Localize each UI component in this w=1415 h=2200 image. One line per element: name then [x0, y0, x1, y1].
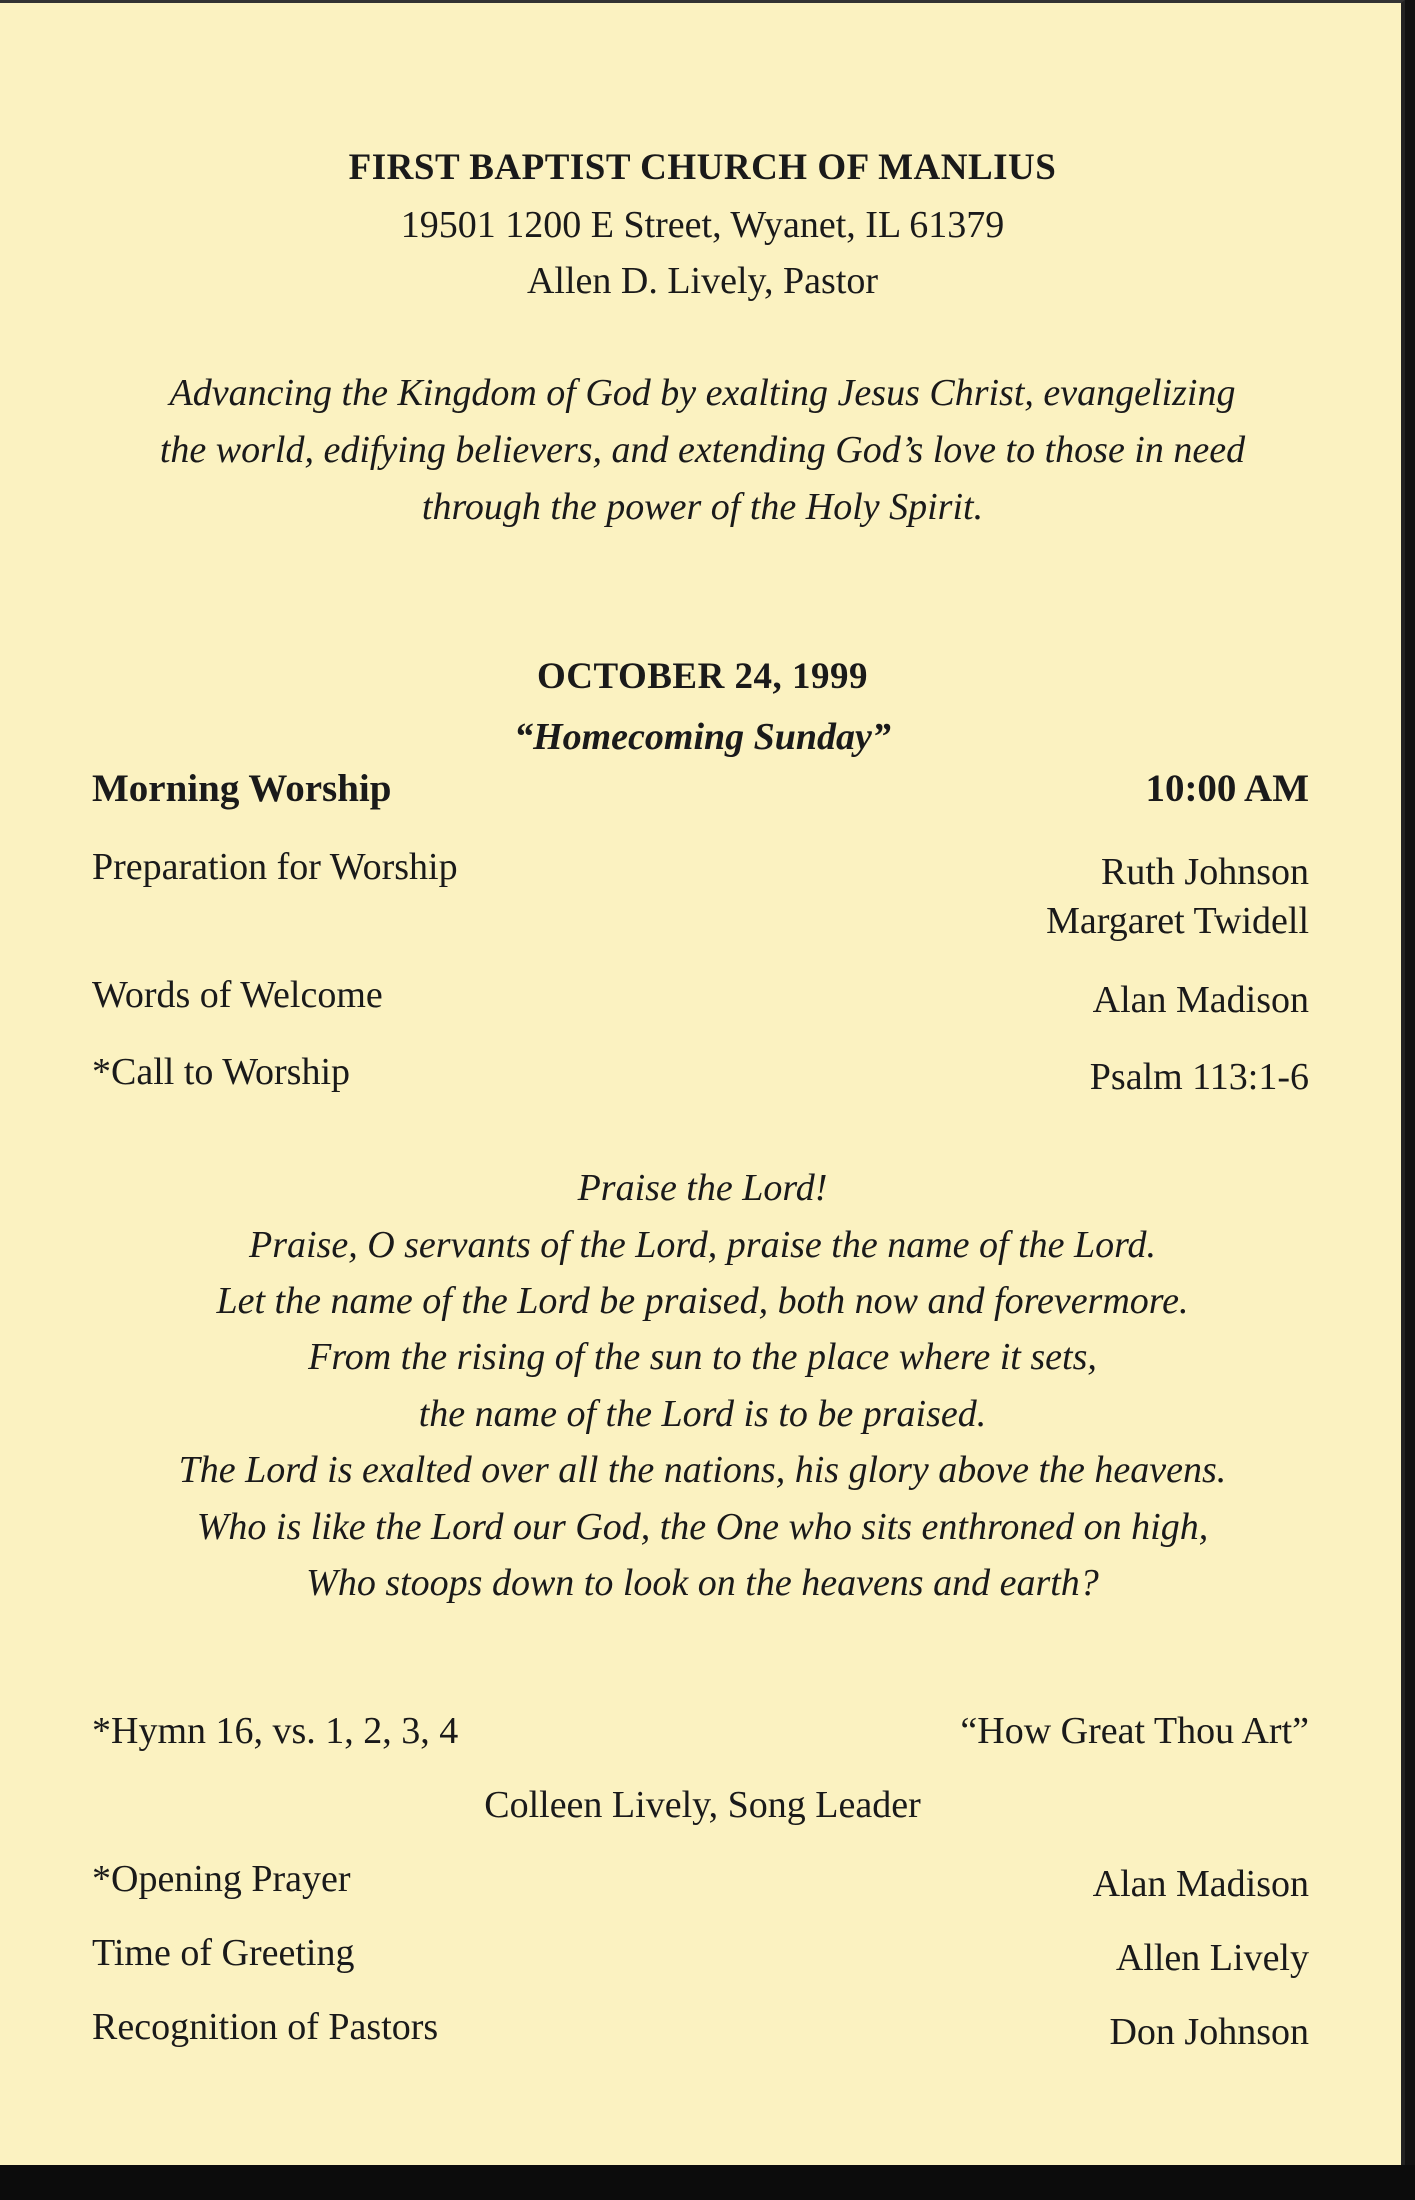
order-leader: Alan Madison: [1092, 979, 1309, 1021]
church-address: 19501 1200 E Street, Wyanet, IL 61379: [400, 204, 1005, 246]
order-leader: Margaret Twidell: [1046, 900, 1309, 942]
order-item: *Opening Prayer: [92, 1858, 351, 1900]
order-item: Preparation for Worship: [92, 846, 458, 888]
church-name: FIRST BAPTIST CHURCH OF MANLIUS: [348, 147, 1057, 188]
order-item: Words of Welcome: [92, 974, 383, 1016]
scan-edge: [0, 2165, 1415, 2200]
mission-line-1: Advancing the Kingdom of God by exalting Jesus Christ, evangelizing: [169, 372, 1236, 414]
scripture-line: the name of the Lord is to be praised.: [418, 1393, 987, 1435]
order-item: *Call to Worship: [92, 1051, 351, 1093]
order-leader: Psalm 113:1-6: [1089, 1056, 1309, 1098]
scripture-line: Let the name of the Lord be praised, both now and forevermore.: [216, 1280, 1189, 1322]
scripture-line: From the rising of the sun to the place where it sets,: [308, 1336, 1097, 1378]
hymn-item: *Hymn 16, vs. 1, 2, 3, 4: [92, 1710, 459, 1752]
service-theme: “Homecoming Sunday”: [514, 716, 891, 758]
order-item: Recognition of Pastors: [92, 2006, 439, 2048]
mission-line-2: the world, edifying believers, and extending God’s love to those in need: [159, 429, 1246, 471]
scripture-line: Praise, O servants of the Lord, praise the name of the Lord.: [248, 1224, 1157, 1266]
scripture-line: The Lord is exalted over all the nations, his glory above the heavens.: [178, 1449, 1227, 1491]
order-leader: Ruth Johnson: [1101, 851, 1309, 893]
service-name: Morning Worship: [92, 767, 392, 810]
order-leader: Don Johnson: [1109, 2011, 1309, 2053]
scripture-line: Praise the Lord!: [577, 1167, 828, 1209]
mission-line-3: through the power of the Holy Spirit.: [421, 486, 984, 528]
song-leader: Colleen Lively, Song Leader: [484, 1784, 921, 1826]
service-date: OCTOBER 24, 1999: [536, 656, 869, 697]
service-time: 10:00 AM: [1145, 767, 1309, 810]
order-item: Time of Greeting: [92, 1932, 355, 1974]
scripture-line: Who stoops down to look on the heavens and earth?: [306, 1562, 1099, 1604]
hymn-title: “How Great Thou Art”: [960, 1710, 1309, 1752]
order-leader: Alan Madison: [1092, 1863, 1309, 1905]
order-leader: Allen Lively: [1115, 1937, 1309, 1979]
scripture-line: Who is like the Lord our God, the One who sits enthroned on high,: [196, 1506, 1209, 1548]
pastor-name: Allen D. Lively, Pastor: [526, 260, 879, 302]
